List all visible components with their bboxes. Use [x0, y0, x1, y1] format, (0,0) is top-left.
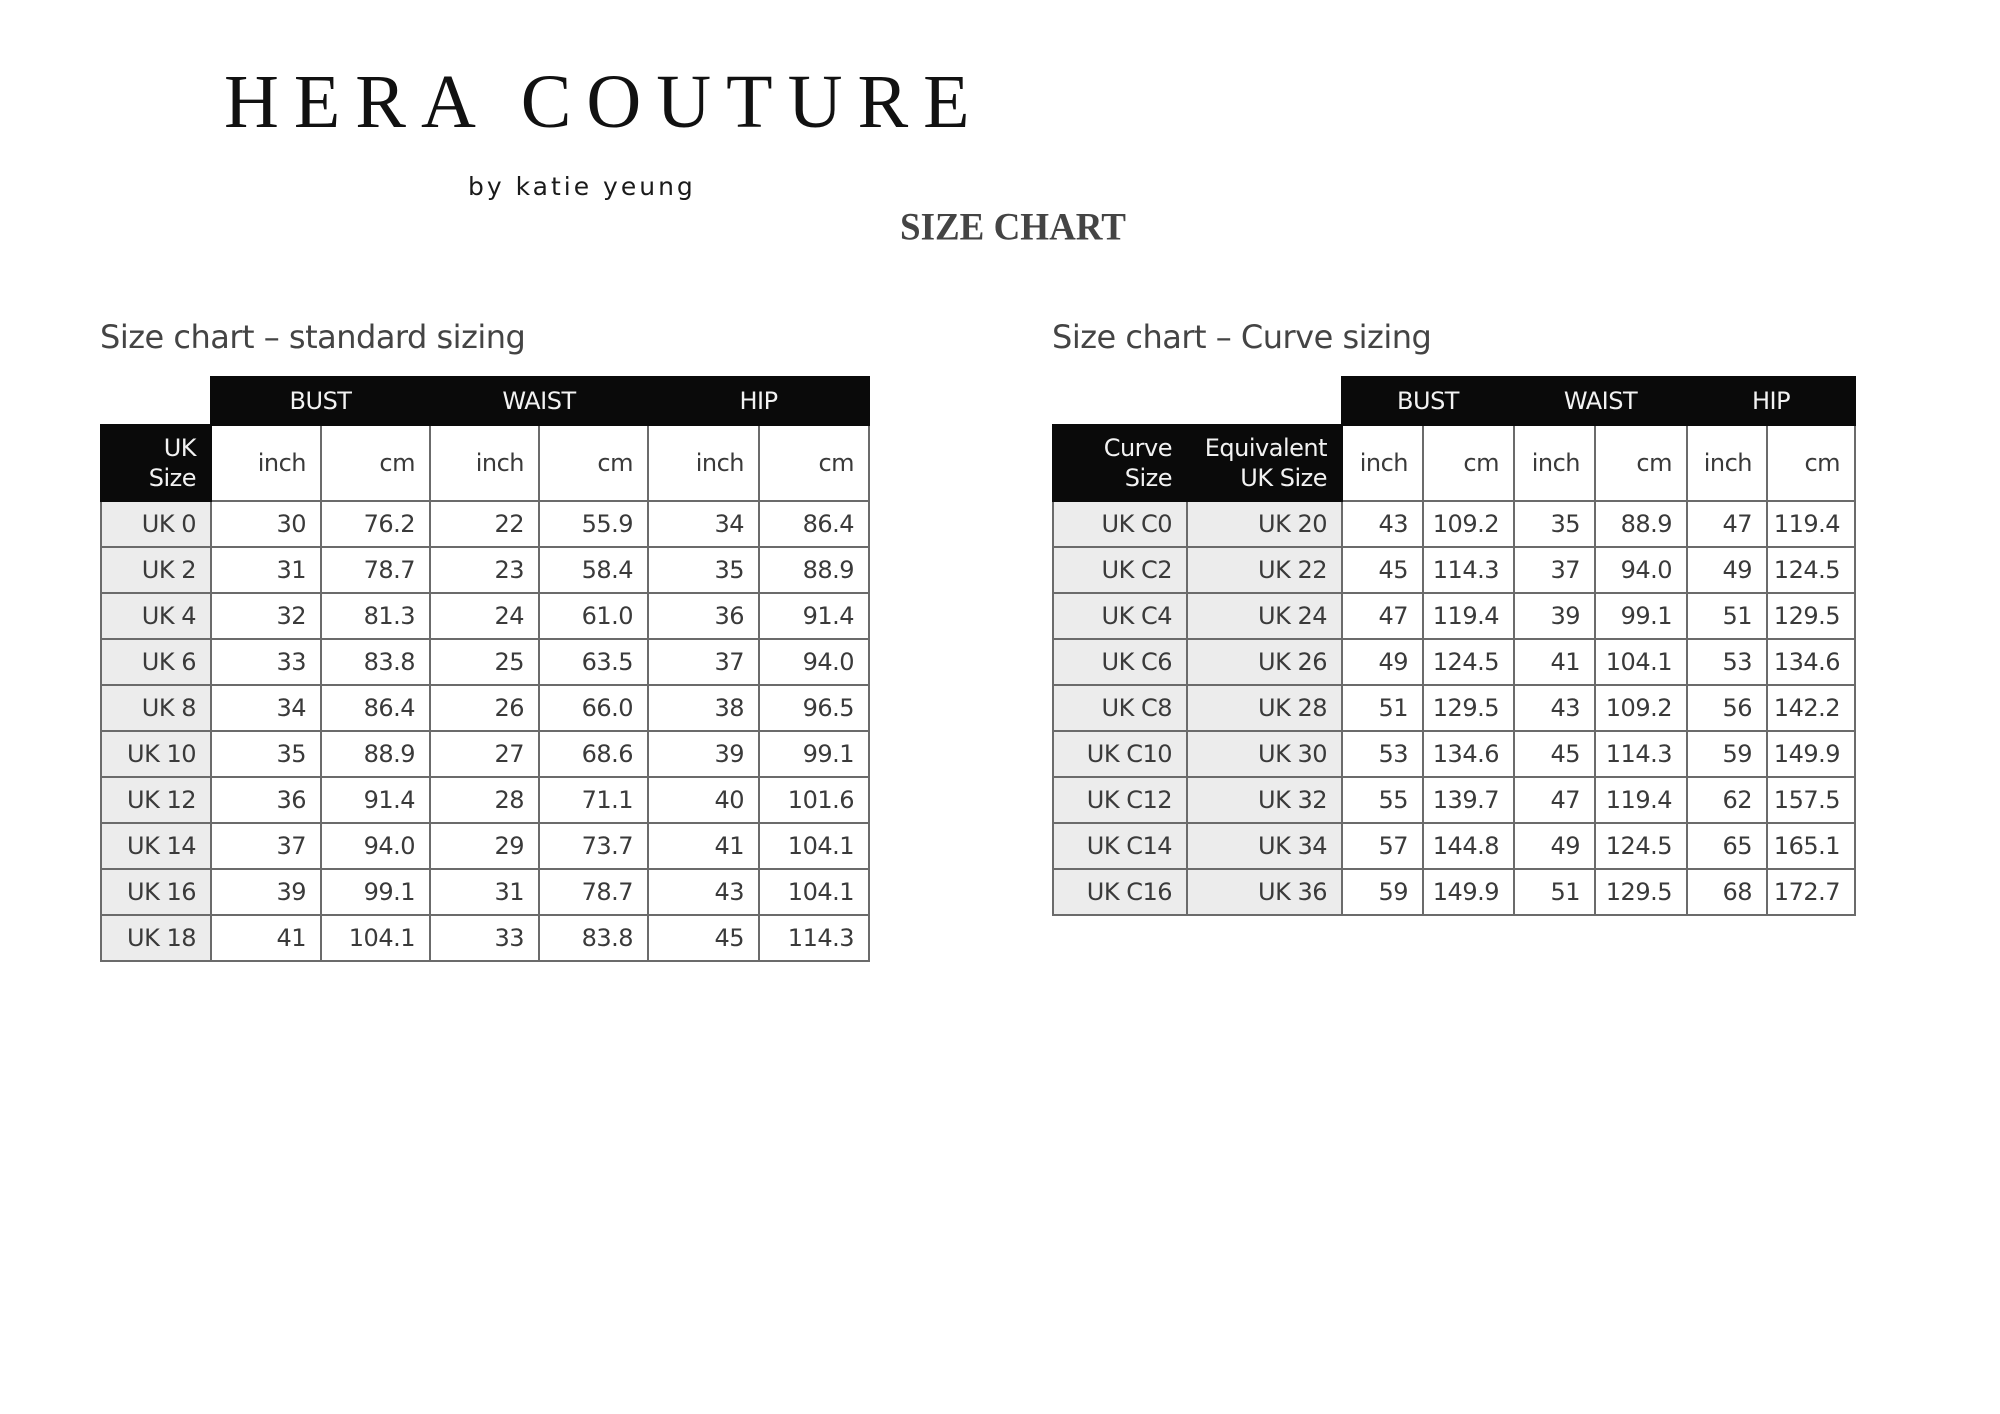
unit-header-row	[101, 425, 869, 501]
measurement-cell: 71.1	[539, 777, 648, 823]
size-label-cell: UK 4	[101, 593, 211, 639]
measurement-cell: 45	[1342, 547, 1423, 593]
measurement-cell: 59	[1342, 869, 1423, 915]
size-label-cell: UK 8	[101, 685, 211, 731]
brand-logo: HERA COUTURE	[224, 60, 985, 144]
measurement-cell: 37	[1514, 547, 1595, 593]
measurement-cell: 66.0	[539, 685, 648, 731]
measurement-cell: 134.6	[1423, 731, 1514, 777]
unit-header: cm	[1423, 425, 1514, 501]
measurement-cell: 63.5	[539, 639, 648, 685]
measurement-cell: 39	[1514, 593, 1595, 639]
measurement-cell: 41	[211, 915, 321, 961]
table-row	[1053, 593, 1855, 639]
measurement-cell: 24	[430, 593, 539, 639]
size-label-cell: UK 34	[1187, 823, 1342, 869]
size-label-cell: UK 10	[101, 731, 211, 777]
measurement-cell: 129.5	[1767, 593, 1855, 639]
group-header-hip: HIP	[1687, 377, 1855, 425]
measurement-cell: 59	[1687, 731, 1767, 777]
measurement-cell: 49	[1687, 547, 1767, 593]
curve-size-header-line1: Curve	[1103, 434, 1172, 462]
measurement-cell: 99.1	[321, 869, 430, 915]
group-header-bust: BUST	[1342, 377, 1514, 425]
measurement-cell: 49	[1514, 823, 1595, 869]
group-header-row	[101, 377, 869, 425]
size-label-cell: UK 0	[101, 501, 211, 547]
group-header-waist: WAIST	[430, 377, 648, 425]
table-row	[101, 777, 869, 823]
measurement-cell: 53	[1687, 639, 1767, 685]
measurement-cell: 35	[211, 731, 321, 777]
size-label-cell: UK C14	[1053, 823, 1187, 869]
table-row	[101, 593, 869, 639]
measurement-cell: 35	[648, 547, 759, 593]
measurement-cell: 43	[1342, 501, 1423, 547]
measurement-cell: 144.8	[1423, 823, 1514, 869]
measurement-cell: 109.2	[1595, 685, 1687, 731]
measurement-cell: 114.3	[759, 915, 869, 961]
measurement-cell: 33	[430, 915, 539, 961]
table-row	[101, 915, 869, 961]
measurement-cell: 88.9	[759, 547, 869, 593]
measurement-cell: 99.1	[1595, 593, 1687, 639]
measurement-cell: 23	[430, 547, 539, 593]
measurement-cell: 36	[648, 593, 759, 639]
measurement-cell: 119.4	[1767, 501, 1855, 547]
measurement-cell: 76.2	[321, 501, 430, 547]
table-row	[101, 823, 869, 869]
measurement-cell: 129.5	[1595, 869, 1687, 915]
table-row	[101, 731, 869, 777]
size-label-cell: UK C8	[1053, 685, 1187, 731]
measurement-cell: 109.2	[1423, 501, 1514, 547]
unit-header: inch	[430, 425, 539, 501]
standard-chart-title: Size chart – standard sizing	[100, 318, 526, 356]
unit-header: cm	[1595, 425, 1687, 501]
measurement-cell: 134.6	[1767, 639, 1855, 685]
measurement-cell: 34	[648, 501, 759, 547]
size-label-cell: UK C16	[1053, 869, 1187, 915]
measurement-cell: 94.0	[759, 639, 869, 685]
size-label-cell: UK 26	[1187, 639, 1342, 685]
size-label-cell: UK C12	[1053, 777, 1187, 823]
size-label-cell: UK 6	[101, 639, 211, 685]
measurement-cell: 149.9	[1423, 869, 1514, 915]
size-label-cell: UK C4	[1053, 593, 1187, 639]
measurement-cell: 47	[1514, 777, 1595, 823]
measurement-cell: 43	[1514, 685, 1595, 731]
table-row	[1053, 547, 1855, 593]
size-label-cell: UK 30	[1187, 731, 1342, 777]
table-row	[1053, 869, 1855, 915]
measurement-cell: 78.7	[321, 547, 430, 593]
measurement-cell: 43	[648, 869, 759, 915]
measurement-cell: 104.1	[1595, 639, 1687, 685]
header-spacer	[101, 377, 211, 425]
group-header-waist: WAIST	[1514, 377, 1687, 425]
measurement-cell: 49	[1342, 639, 1423, 685]
measurement-cell: 119.4	[1423, 593, 1514, 639]
measurement-cell: 165.1	[1767, 823, 1855, 869]
unit-header: inch	[1342, 425, 1423, 501]
measurement-cell: 172.7	[1767, 869, 1855, 915]
table-row	[101, 639, 869, 685]
measurement-cell: 47	[1687, 501, 1767, 547]
measurement-cell: 39	[211, 869, 321, 915]
table-row	[101, 869, 869, 915]
measurement-cell: 94.0	[1595, 547, 1687, 593]
unit-header: cm	[759, 425, 869, 501]
measurement-cell: 40	[648, 777, 759, 823]
measurement-cell: 142.2	[1767, 685, 1855, 731]
measurement-cell: 99.1	[759, 731, 869, 777]
size-label-cell: UK 28	[1187, 685, 1342, 731]
table-row	[101, 501, 869, 547]
size-label-cell: UK 16	[101, 869, 211, 915]
unit-header: inch	[1687, 425, 1767, 501]
measurement-cell: 94.0	[321, 823, 430, 869]
header-spacer	[1053, 377, 1342, 425]
measurement-cell: 91.4	[759, 593, 869, 639]
table-row	[1053, 685, 1855, 731]
measurement-cell: 38	[648, 685, 759, 731]
standard-table-body	[101, 501, 869, 961]
measurement-cell: 91.4	[321, 777, 430, 823]
measurement-cell: 34	[211, 685, 321, 731]
page-title: SIZE CHART	[900, 205, 1126, 250]
measurement-cell: 28	[430, 777, 539, 823]
size-label-cell: UK C2	[1053, 547, 1187, 593]
measurement-cell: 35	[1514, 501, 1595, 547]
group-header-bust: BUST	[211, 377, 430, 425]
equivalent-header-line1: Equivalent	[1204, 434, 1327, 462]
measurement-cell: 45	[1514, 731, 1595, 777]
curve-chart-title: Size chart – Curve sizing	[1052, 318, 1432, 356]
measurement-cell: 73.7	[539, 823, 648, 869]
measurement-cell: 88.9	[1595, 501, 1687, 547]
measurement-cell: 51	[1342, 685, 1423, 731]
measurement-cell: 36	[211, 777, 321, 823]
measurement-cell: 37	[211, 823, 321, 869]
measurement-cell: 61.0	[539, 593, 648, 639]
measurement-cell: 157.5	[1767, 777, 1855, 823]
measurement-cell: 51	[1514, 869, 1595, 915]
measurement-cell: 114.3	[1595, 731, 1687, 777]
measurement-cell: 104.1	[759, 823, 869, 869]
size-label-cell: UK 12	[101, 777, 211, 823]
curve-size-table	[1052, 376, 1856, 916]
measurement-cell: 81.3	[321, 593, 430, 639]
measurement-cell: 68.6	[539, 731, 648, 777]
table-row	[1053, 731, 1855, 777]
measurement-cell: 114.3	[1423, 547, 1514, 593]
unit-header: cm	[321, 425, 430, 501]
size-label-cell: UK 22	[1187, 547, 1342, 593]
unit-header-row	[1053, 425, 1855, 501]
measurement-cell: 124.5	[1423, 639, 1514, 685]
measurement-cell: 139.7	[1423, 777, 1514, 823]
measurement-cell: 104.1	[759, 869, 869, 915]
measurement-cell: 124.5	[1767, 547, 1855, 593]
measurement-cell: 31	[430, 869, 539, 915]
table-row	[1053, 501, 1855, 547]
table-row	[1053, 777, 1855, 823]
table-row	[1053, 823, 1855, 869]
measurement-cell: 96.5	[759, 685, 869, 731]
unit-header: cm	[539, 425, 648, 501]
measurement-cell: 119.4	[1595, 777, 1687, 823]
unit-header: cm	[1767, 425, 1855, 501]
measurement-cell: 101.6	[759, 777, 869, 823]
measurement-cell: 88.9	[321, 731, 430, 777]
measurement-cell: 65	[1687, 823, 1767, 869]
group-header-hip: HIP	[648, 377, 869, 425]
measurement-cell: 86.4	[321, 685, 430, 731]
measurement-cell: 78.7	[539, 869, 648, 915]
size-label-cell: UK C6	[1053, 639, 1187, 685]
measurement-cell: 39	[648, 731, 759, 777]
measurement-cell: 124.5	[1595, 823, 1687, 869]
size-label-cell: UK 14	[101, 823, 211, 869]
uk-size-header	[101, 425, 211, 501]
measurement-cell: 56	[1687, 685, 1767, 731]
measurement-cell: 86.4	[759, 501, 869, 547]
brand-byline: by katie yeung	[468, 172, 696, 201]
measurement-cell: 30	[211, 501, 321, 547]
measurement-cell: 31	[211, 547, 321, 593]
size-label-cell: UK 20	[1187, 501, 1342, 547]
size-label-cell: UK 32	[1187, 777, 1342, 823]
measurement-cell: 27	[430, 731, 539, 777]
measurement-cell: 22	[430, 501, 539, 547]
size-label-cell: UK C10	[1053, 731, 1187, 777]
measurement-cell: 149.9	[1767, 731, 1855, 777]
measurement-cell: 29	[430, 823, 539, 869]
curve-table-body	[1053, 501, 1855, 915]
size-label-cell: UK 2	[101, 547, 211, 593]
table-row	[101, 547, 869, 593]
table-row	[1053, 639, 1855, 685]
measurement-cell: 41	[648, 823, 759, 869]
equivalent-header-line2: UK Size	[1240, 464, 1327, 492]
size-label-cell: UK C0	[1053, 501, 1187, 547]
measurement-cell: 57	[1342, 823, 1423, 869]
measurement-cell: 68	[1687, 869, 1767, 915]
measurement-cell: 129.5	[1423, 685, 1514, 731]
measurement-cell: 41	[1514, 639, 1595, 685]
measurement-cell: 104.1	[321, 915, 430, 961]
group-header-row	[1053, 377, 1855, 425]
size-label-cell: UK 36	[1187, 869, 1342, 915]
measurement-cell: 45	[648, 915, 759, 961]
measurement-cell: 51	[1687, 593, 1767, 639]
standard-size-table	[100, 376, 870, 962]
measurement-cell: 33	[211, 639, 321, 685]
uk-size-header-line1: UK	[163, 434, 196, 462]
unit-header: inch	[211, 425, 321, 501]
measurement-cell: 25	[430, 639, 539, 685]
measurement-cell: 47	[1342, 593, 1423, 639]
measurement-cell: 83.8	[321, 639, 430, 685]
size-label-cell: UK 18	[101, 915, 211, 961]
curve-size-header-line2: Size	[1124, 464, 1172, 492]
measurement-cell: 55.9	[539, 501, 648, 547]
measurement-cell: 62	[1687, 777, 1767, 823]
curve-size-header	[1053, 425, 1187, 501]
measurement-cell: 58.4	[539, 547, 648, 593]
unit-header: inch	[648, 425, 759, 501]
measurement-cell: 32	[211, 593, 321, 639]
table-row	[101, 685, 869, 731]
size-label-cell: UK 24	[1187, 593, 1342, 639]
measurement-cell: 83.8	[539, 915, 648, 961]
measurement-cell: 55	[1342, 777, 1423, 823]
uk-size-header-line2: Size	[148, 464, 196, 492]
measurement-cell: 37	[648, 639, 759, 685]
equivalent-uk-size-header	[1187, 425, 1342, 501]
measurement-cell: 53	[1342, 731, 1423, 777]
unit-header: inch	[1514, 425, 1595, 501]
measurement-cell: 26	[430, 685, 539, 731]
